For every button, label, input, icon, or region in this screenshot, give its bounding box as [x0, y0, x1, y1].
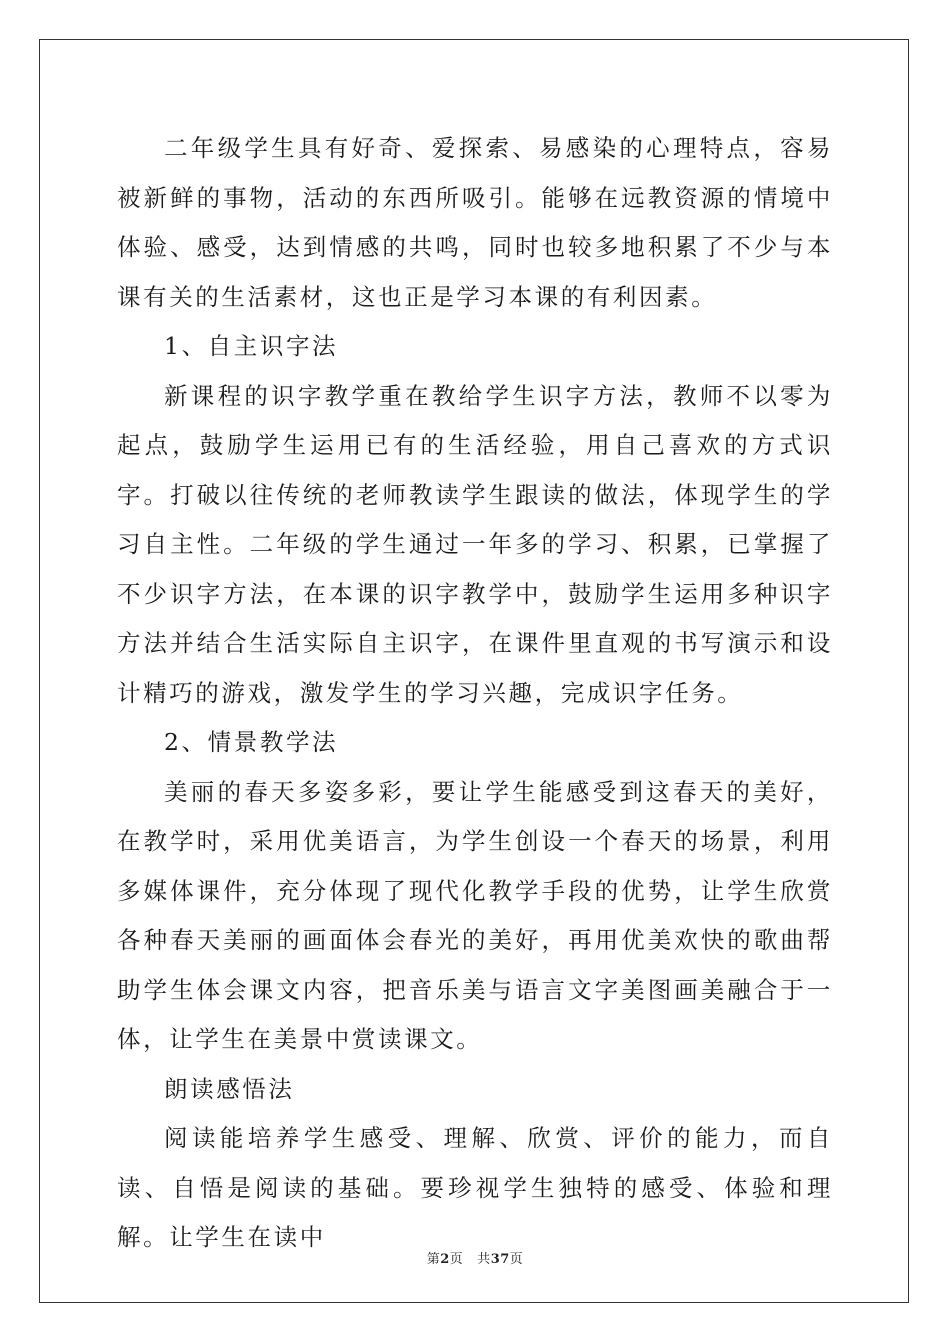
footer-page-number: 2	[440, 1252, 450, 1267]
section-heading-situational-teaching: 2、情景教学法	[164, 728, 339, 756]
paragraph-reading-insight: 阅读能培养学生感受、理解、欣赏、评价的能力，而自读、自悟是阅读的基础。要珍视学生独特的感受、体验和理解。让学生在读中	[117, 1124, 833, 1251]
paragraph-self-literacy: 新课程的识字教学重在教给学生识字方法，教师不以零为起点，鼓励学生运用已有的生活经验，用自己喜欢的方式识字。打破以往传统的老师教读学生跟读的做法，体现学生的学习自主性。二年级的学生通过一年多的学习、积累，已掌握了不少识字方法，在本课的识字教学中，鼓励学生运用多种识字方法并结合生活实际自主识字，在课件里直观的书写演示和设计精巧的游戏，激发学生的学习兴趣，完成识字任务。	[117, 381, 833, 707]
section-heading-reading-insight: 朗读感悟法	[164, 1074, 295, 1103]
footer-total-number: 37	[490, 1252, 510, 1267]
paragraph-intro: 二年级学生具有好奇、爱探索、易感染的心理特点，容易被新鲜的事物，活动的东西所吸引。能够在远教资源的情境中体验、感受，达到情感的共鸣，同时也较多地积累了不少与本课有关的生活素材，这也正是学习本课的有利因素。	[117, 134, 833, 311]
document-body	[117, 124, 833, 1263]
page-footer	[0, 1248, 950, 1267]
paragraph-situational-teaching: 美丽的春天多姿多彩，要让学生能感受到这春天的美好，在教学时，采用优美语言，为学生创设一个春天的场景，利用多媒体课件，充分体现了现代化教学手段的优势，让学生欣赏各种春天美丽的画面体会春光的美好，再用优美欢快的歌曲帮助学生体会课文内容，把音乐美与语言文字美图画美融合于一体，让学生在美景中赏读课文。	[117, 777, 833, 1053]
footer-total-suffix: 页	[509, 1252, 524, 1267]
section-heading-self-literacy: 1、自主识字法	[164, 332, 339, 360]
footer-page-prefix: 第	[426, 1252, 441, 1267]
footer-page-suffix: 页	[449, 1252, 464, 1267]
footer-total-prefix: 共	[477, 1252, 491, 1267]
